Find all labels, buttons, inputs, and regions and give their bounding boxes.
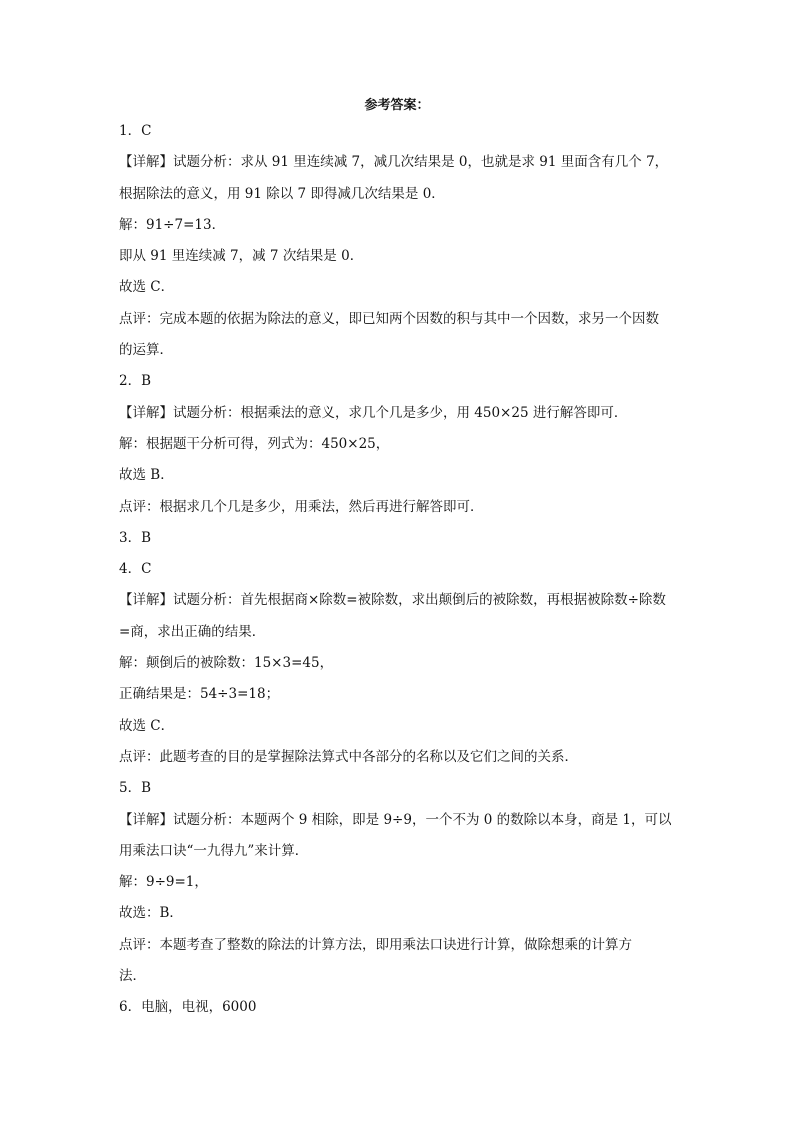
answer-6-number: 6．电脑，电视，6000: [119, 999, 257, 1016]
answer-2-number: 2．B: [119, 373, 152, 390]
answer-5-choice: 故选：B．: [119, 905, 183, 922]
answer-2-solution: 解：根据题干分析可得，列式为：450×25，: [119, 435, 390, 452]
answer-5-comment: 点评：本题考查了整数的除法的计算方法，即用乘法口诀进行计算，做除想乘的计算方: [119, 936, 632, 953]
answer-1-comment: 点评：完成本题的依据为除法的意义，即已知两个因数的积与其中一个因数，求另一个因数: [119, 310, 659, 327]
answer-5-detail-continued: 用乘法口诀“一九得九”来计算．: [119, 842, 309, 859]
answer-4-detail-continued: =商，求出正确的结果．: [119, 623, 266, 640]
answer-1-solution: 解：91÷7=13．: [119, 216, 226, 233]
answer-4-solution: 解：颠倒后的被除数：15×3=45，: [119, 655, 334, 672]
answer-5-comment-continued: 法．: [119, 968, 146, 985]
answer-4-result: 正确结果是：54÷3=18；: [119, 686, 280, 703]
answer-5-detail: 【详解】试题分析：本题两个 9 相除，即是 9÷9，一个不为 0 的数除以本身，商是 1，可以: [119, 811, 672, 828]
answer-2-detail: 【详解】试题分析：根据乘法的意义，求几个几是多少，用 450×25 进行解答即可．: [119, 404, 628, 421]
answer-4-detail: 【详解】试题分析：首先根据商×除数=被除数，求出颠倒后的被除数，再根据被除数÷除数: [119, 592, 666, 609]
answer-1-detail-continued: 根据除法的意义，用 91 除以 7 即得减几次结果是 0．: [119, 185, 445, 202]
answer-1-conclusion: 即从 91 里连续减 7，减 7 次结果是 0．: [119, 248, 364, 265]
page-title: 参考答案：: [364, 98, 430, 113]
answer-5-solution: 解：9÷9=1，: [119, 874, 208, 891]
answer-1-number: 1．C: [119, 123, 152, 139]
answer-content: [119, 121, 679, 1029]
answer-1-detail: 【详解】试题分析：求从 91 里连续减 7，减几次结果是 0，也就是求 91 里面含有几个 7，: [119, 154, 669, 171]
answer-4-number: 4．C: [119, 561, 152, 578]
answer-1-comment-continued: 的运算．: [119, 342, 173, 359]
answer-2-choice: 故选 B．: [119, 467, 174, 484]
answer-1-choice: 故选 C．: [119, 279, 175, 296]
answer-4-choice: 故选 C．: [119, 717, 175, 734]
answer-2-comment: 点评：根据求几个几是多少，用乘法，然后再进行解答即可．: [119, 498, 484, 515]
answer-4-comment: 点评：此题考查的目的是掌握除法算式中各部分的名称以及它们之间的关系．: [119, 748, 578, 765]
answer-5-number: 5．B: [119, 780, 152, 797]
answer-3-number: 3．B: [119, 529, 152, 546]
